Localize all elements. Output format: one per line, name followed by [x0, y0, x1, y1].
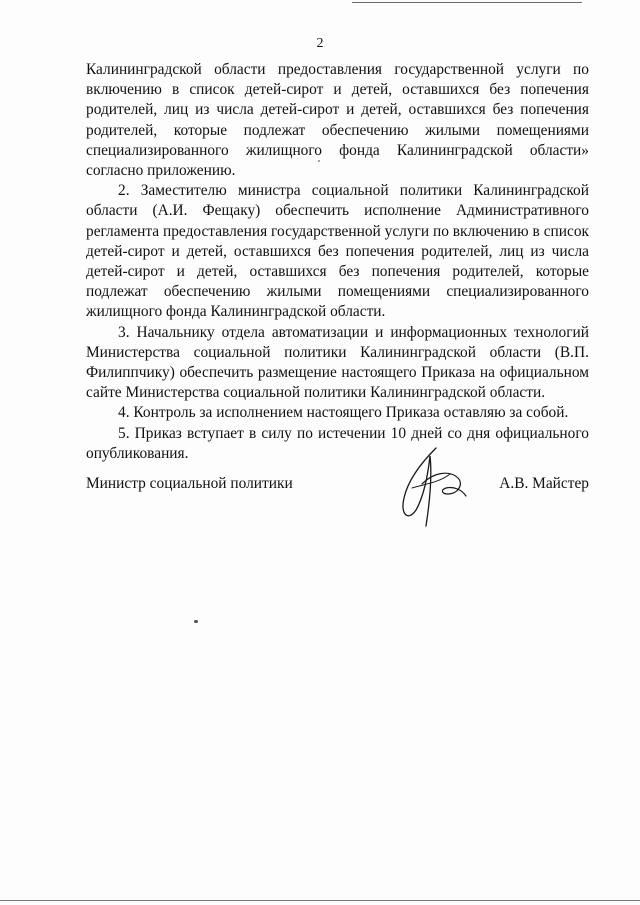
handwritten-signature [392, 444, 472, 534]
document-body [86, 60, 589, 464]
signer-name: А.В. Майстер [499, 475, 589, 492]
signer-title: Министр социальной политики [86, 475, 293, 492]
scan-speck [318, 160, 320, 162]
paragraph-continuation: Калининградской области предоставления государственной услуги по включению в список детей-сирот и детей, оставшихся без попечения родителей, лиц из числа детей-сирот и детей, оставшихся без попечения родителей, которые подлежат обеспечению жилыми помещениями специализированного жилищного фонда Калининградской области» согласно приложению. [86, 61, 589, 180]
paragraph-item-4: 4. Контроль за исполнением настоящего Приказа оставляю за собой. [118, 404, 569, 422]
paragraph-item-3: 3. Начальнику отдела автоматизации и информационных технологий Министерства социальной политики Калининградской области (В.П. Филиппчику) обеспечить размещение настоящего Приказа на официальном сайте Министерства социальной политики Калининградской области. [86, 323, 589, 402]
scan-edge-line [0, 900, 640, 901]
scan-speck [194, 620, 198, 623]
page-number: 2 [316, 36, 324, 51]
paragraph-item-5: 5. Приказ вступает в силу по истечении 10 дней со дня официального опубликования. [86, 424, 589, 462]
paragraph-item-2: 2. Заместителю министра социальной политики Калининградской области (А.И. Фещаку) обеспечить исполнение Административного регламента предоставления государственной услуги по включению в список детей-сирот и детей, оставшихся без попечения родителей, лиц из числа детей-сирот и детей, оставшихся без попечения родителей, которые подлежат обеспечению жилыми помещениями специализированного жилищного фонда Калининградской области. [86, 182, 589, 321]
scan-edge-line [352, 2, 582, 3]
signature-block [86, 470, 589, 530]
